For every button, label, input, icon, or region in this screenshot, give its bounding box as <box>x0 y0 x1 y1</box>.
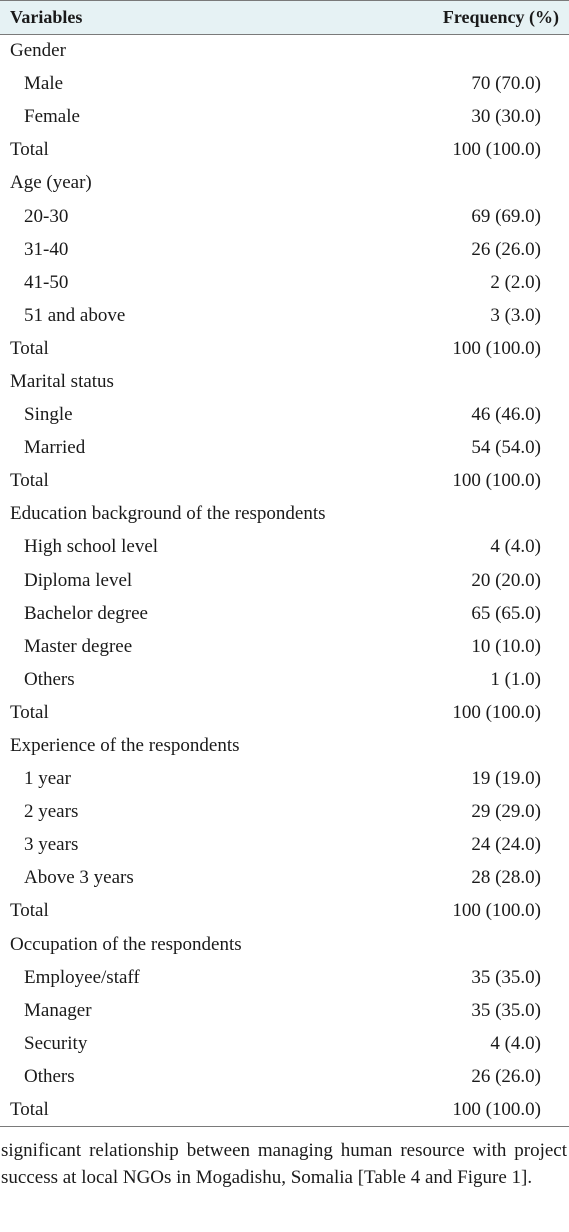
table-row <box>0 68 569 101</box>
table-header-row <box>0 1 569 35</box>
section-label: Occupation of the respondents <box>10 933 242 955</box>
row-label: 3 years <box>24 834 79 856</box>
table-total-row <box>0 1094 569 1127</box>
row-label: 20-30 <box>24 205 69 227</box>
table-section-row <box>0 167 569 200</box>
row-label: Single <box>24 404 73 426</box>
row-value: 35 (35.0) <box>471 966 541 988</box>
row-label: Female <box>24 106 80 128</box>
row-label: Security <box>24 1032 88 1054</box>
table-row <box>0 597 569 630</box>
row-value <box>389 928 569 961</box>
row-label: 51 and above <box>24 304 126 326</box>
table-row <box>0 233 569 266</box>
row-value: 29 (29.0) <box>471 801 541 823</box>
row-label: 41-50 <box>24 271 69 293</box>
row-value <box>389 365 569 398</box>
table-row <box>0 663 569 696</box>
table-row <box>0 432 569 465</box>
total-value: 100 (100.0) <box>452 900 541 922</box>
row-value: 30 (30.0) <box>471 106 541 128</box>
row-value: 28 (28.0) <box>471 867 541 889</box>
row-value: 70 (70.0) <box>471 73 541 95</box>
row-label: Others <box>24 1065 75 1087</box>
total-label: Total <box>10 337 49 359</box>
row-value: 65 (65.0) <box>471 602 541 624</box>
row-label: 2 years <box>24 801 79 823</box>
row-value <box>389 167 569 200</box>
row-value: 3 (3.0) <box>490 304 541 326</box>
table-section-row <box>0 498 569 531</box>
total-value: 100 (100.0) <box>452 470 541 492</box>
table-section-row <box>0 35 569 68</box>
row-value: 69 (69.0) <box>471 205 541 227</box>
table-section-row <box>0 365 569 398</box>
table-row <box>0 1060 569 1093</box>
row-value <box>389 35 569 68</box>
row-value <box>389 498 569 531</box>
table-row <box>0 763 569 796</box>
table-total-row <box>0 134 569 167</box>
table-row <box>0 531 569 564</box>
row-value: 35 (35.0) <box>471 999 541 1021</box>
section-label: Marital status <box>10 370 114 392</box>
section-label: Experience of the respondents <box>10 735 240 757</box>
row-value: 46 (46.0) <box>471 404 541 426</box>
total-value: 100 (100.0) <box>389 1094 569 1127</box>
total-label: Total <box>10 470 49 492</box>
table-row <box>0 200 569 233</box>
table-row <box>0 994 569 1027</box>
total-value: 100 (100.0) <box>452 701 541 723</box>
table-total-row <box>0 895 569 928</box>
row-label: Others <box>24 668 75 690</box>
section-label: Gender <box>10 40 66 62</box>
total-value: 100 (100.0) <box>452 337 541 359</box>
table-row <box>0 1027 569 1060</box>
section-label: Age (year) <box>10 172 92 194</box>
table-body <box>0 35 569 1127</box>
row-value: 1 (1.0) <box>490 668 541 690</box>
row-label: 31-40 <box>24 238 69 260</box>
table-row <box>0 630 569 663</box>
section-label: Education background of the respondents <box>10 503 326 525</box>
body-paragraph: significant relationship between managing human resource with project success at local NGOs in Mogadishu, Somalia [Table 4 and Figure 1]. <box>1 1140 567 1189</box>
table-row <box>0 399 569 432</box>
table-section-row <box>0 928 569 961</box>
row-value: 26 (26.0) <box>471 238 541 260</box>
row-value: 2 (2.0) <box>490 271 541 293</box>
row-label: Manager <box>24 999 92 1021</box>
total-value: 100 (100.0) <box>452 139 541 161</box>
row-value: 4 (4.0) <box>490 1032 541 1054</box>
row-label: Married <box>24 437 86 459</box>
row-label: Above 3 years <box>24 867 134 889</box>
table-header <box>0 1 569 35</box>
row-label: 1 year <box>24 768 71 790</box>
row-value: 10 (10.0) <box>471 635 541 657</box>
table-total-row <box>0 332 569 365</box>
table-row <box>0 829 569 862</box>
table-total-row <box>0 696 569 729</box>
row-label: Master degree <box>24 635 133 657</box>
table-total-row <box>0 465 569 498</box>
table-section-row <box>0 729 569 762</box>
row-value: 4 (4.0) <box>490 536 541 558</box>
table-row <box>0 564 569 597</box>
row-value <box>389 729 569 762</box>
table-row <box>0 101 569 134</box>
row-value: 24 (24.0) <box>471 834 541 856</box>
row-value: 20 (20.0) <box>471 569 541 591</box>
table-row <box>0 961 569 994</box>
row-label: Bachelor degree <box>24 602 148 624</box>
total-label: Total <box>10 701 49 723</box>
table-row <box>0 299 569 332</box>
row-label: High school level <box>24 536 159 558</box>
row-value: 19 (19.0) <box>471 768 541 790</box>
table-row <box>0 266 569 299</box>
row-label: Employee/staff <box>24 966 140 988</box>
total-label: Total <box>10 900 49 922</box>
row-value: 54 (54.0) <box>471 437 541 459</box>
header-variables: Variables <box>0 1 389 35</box>
row-value: 26 (26.0) <box>471 1065 541 1087</box>
header-frequency: Frequency (%) <box>389 1 569 35</box>
total-label: Total <box>0 1094 389 1127</box>
table-row <box>0 796 569 829</box>
total-label: Total <box>10 139 49 161</box>
row-label: Male <box>24 73 64 95</box>
table-row <box>0 862 569 895</box>
row-label: Diploma level <box>24 569 133 591</box>
